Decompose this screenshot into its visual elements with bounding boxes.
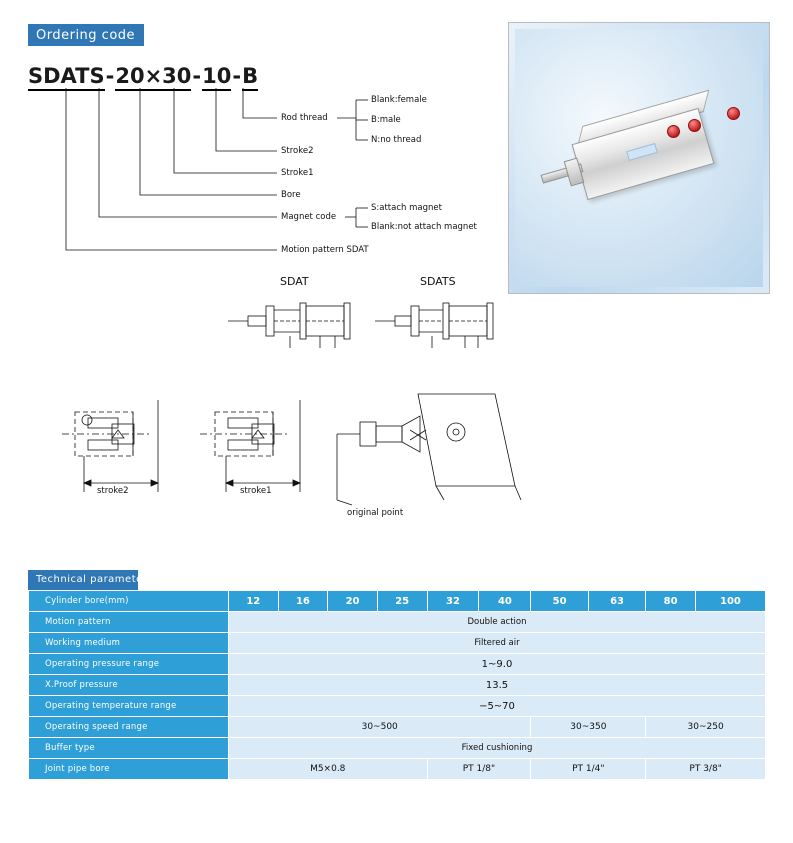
row-label-motion-pattern: Motion pattern: [29, 612, 229, 633]
code-dash-3: -: [232, 64, 242, 88]
callout-motion-pattern: Motion pattern SDAT: [281, 245, 369, 255]
schematic-sdat: [228, 303, 350, 348]
bore-col-80: 80: [646, 591, 696, 612]
row-label-working-medium: Working medium: [29, 633, 229, 654]
row-value-speed-30-500: 30~500: [229, 717, 531, 738]
row-value-joint-pt18: PT 1/8": [427, 759, 531, 780]
rod-thread-option-n: N:no thread: [371, 135, 422, 145]
schematic-stroke-travel: [62, 394, 521, 505]
row-label-joint-pipe-bore: Joint pipe bore: [29, 759, 229, 780]
row-value-buffer-type: Fixed cushioning: [229, 738, 766, 759]
row-value-operating-pressure-range: 1~9.0: [229, 654, 766, 675]
magnet-option-not-attach: Blank:not attach magnet: [371, 222, 477, 232]
section-header-technical-parameters: Technical parameters: [28, 570, 138, 590]
row-label-proof-pressure: X.Proof pressure: [29, 675, 229, 696]
code-part-magnet: S: [90, 64, 105, 91]
code-part-model: SDAT: [28, 64, 90, 91]
bore-col-50: 50: [531, 591, 588, 612]
rod-thread-option-blank: Blank:female: [371, 95, 427, 105]
table-row: [29, 612, 766, 633]
table-header-row: [29, 591, 766, 612]
table-header-cylinder-bore: Cylinder bore(mm): [29, 591, 229, 612]
row-label-buffer-type: Buffer type: [29, 738, 229, 759]
row-value-joint-pt14: PT 1/4": [531, 759, 646, 780]
bore-col-16: 16: [278, 591, 328, 612]
row-label-operating-temperature-range: Operating temperature range: [29, 696, 229, 717]
row-label-operating-pressure-range: Operating pressure range: [29, 654, 229, 675]
callout-magnet-code: Magnet code: [281, 212, 337, 222]
row-label-operating-speed-range: Operating speed range: [29, 717, 229, 738]
code-part-stroke2: 10: [202, 64, 231, 91]
row-value-speed-30-350: 30~350: [531, 717, 646, 738]
callout-bore: Bore: [281, 190, 301, 200]
bore-col-25: 25: [377, 591, 427, 612]
bore-col-12: 12: [229, 591, 279, 612]
code-dash-1: -: [105, 64, 115, 88]
dimension-label-stroke2: stroke2: [97, 486, 129, 496]
section-header-ordering-code: Ordering code: [28, 24, 144, 46]
magnet-option-attach: S:attach magnet: [371, 203, 442, 213]
diagram-title-sdat: SDAT: [280, 275, 309, 288]
bore-col-32: 32: [427, 591, 479, 612]
callout-rod-thread: Rod thread: [281, 113, 328, 123]
table-row: [29, 675, 766, 696]
callout-stroke1: Stroke1: [281, 168, 314, 178]
table-row: [29, 717, 766, 738]
table-row: [29, 759, 766, 780]
code-dash-2: -: [192, 64, 202, 88]
row-value-joint-pt38: PT 3/8": [646, 759, 766, 780]
bore-col-63: 63: [588, 591, 645, 612]
row-value-speed-30-250: 30~250: [646, 717, 766, 738]
row-value-joint-m5: M5×0.8: [229, 759, 428, 780]
bore-col-40: 40: [479, 591, 531, 612]
table-row: [29, 633, 766, 654]
dimension-label-original-point: original point: [347, 508, 404, 518]
bore-col-100: 100: [695, 591, 765, 612]
code-part-bore-stroke: 20×30: [115, 64, 191, 91]
row-value-proof-pressure: 13.5: [229, 675, 766, 696]
table-row: [29, 654, 766, 675]
diagram-title-sdats: SDATS: [420, 275, 456, 288]
code-part-rod-thread: B: [242, 64, 258, 91]
row-value-operating-temperature-range: −5~70: [229, 696, 766, 717]
row-value-working-medium: Filtered air: [229, 633, 766, 654]
table-row: [29, 696, 766, 717]
table-row: [29, 738, 766, 759]
technical-parameters-table: [28, 590, 766, 780]
dimension-label-stroke1: stroke1: [240, 486, 272, 496]
bore-col-20: 20: [328, 591, 378, 612]
schematic-sdats: [375, 303, 493, 348]
row-value-motion-pattern: Double action: [229, 612, 766, 633]
callout-stroke2: Stroke2: [281, 146, 314, 156]
rod-thread-option-b: B:male: [371, 115, 401, 125]
